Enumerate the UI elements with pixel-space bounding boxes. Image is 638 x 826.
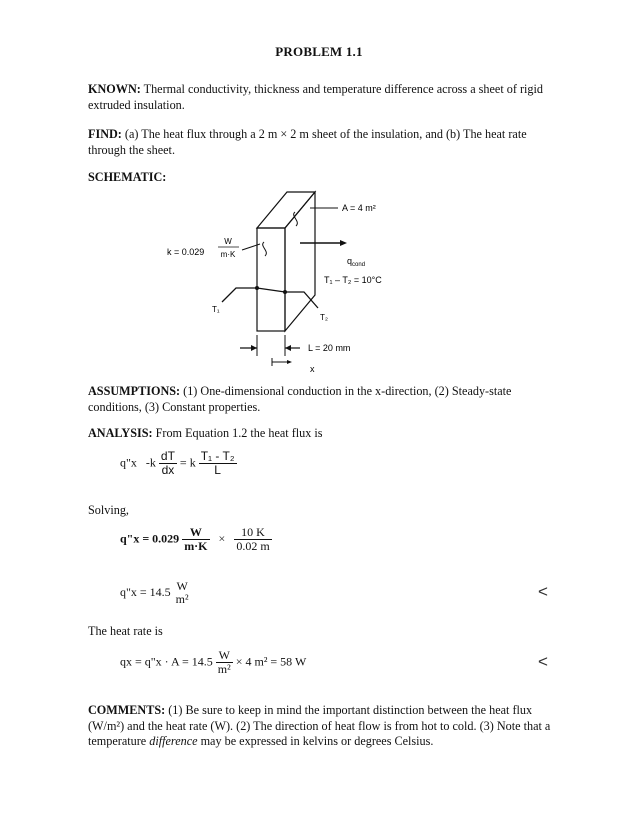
comments-emphasis: difference [149,734,198,748]
k-unit-den: m·K [220,250,236,259]
eq2-times: × [218,531,226,546]
find-section [88,127,558,158]
eq4-frac-den: m² [217,662,231,676]
t1-label: T₁ [212,305,220,314]
analysis-label: ANALYSIS: [88,426,153,440]
k-unit-num: W [224,237,232,246]
insulation-slab [257,192,315,331]
x-axis-label: x [310,364,315,374]
eq2-frac1-num: W [182,526,209,540]
comments-text-before: (1) Be sure to keep in mind the important distinction between the heat flux (W/m²) and the heat rate (W). (2) The direction of heat flow is from hot to cold. (3) Note that a temperature [88,703,551,748]
equation-heat-rate [120,649,306,676]
find-label: FIND: [88,127,122,141]
eq1-frac1-den: dx [161,463,175,477]
analysis-section [88,426,558,442]
temp-diff-label: T₁ – T₂ = 10°C [324,275,382,285]
known-section [88,82,558,113]
solving-text: Solving, [88,503,129,517]
assumptions-label: ASSUMPTIONS: [88,384,181,398]
eq1-frac2-den: L [214,463,221,477]
find-text: (a) The heat flux through a 2 m × 2 m sheet of the insulation, and (b) The heat rate through the sheet. [88,127,527,157]
eq2-lhs: q"x = 0.029 [120,531,180,546]
q-cond-label: $q_{cond}$ [347,256,366,268]
heat-rate-intro: The heat rate is [88,624,163,638]
answer-marker-flux: < [538,582,548,601]
eq1-frac1-num: dT [160,449,175,463]
insulation-schematic [160,180,420,380]
eq4-lhs: qx = q"x · A = 14.5 [120,654,213,669]
thickness-label: L = 20 mm [308,343,351,353]
known-label: KNOWN: [88,82,141,96]
assumptions-section [88,384,558,415]
eq3-unit-num: W [176,579,188,593]
eq3-lhs: q"x = 14.5 [120,584,171,599]
eq4-rest: × 4 m² = 58 W [235,654,307,669]
page-title: PROBLEM 1.1 [275,44,363,59]
eq2-frac2-num: 10 K [234,526,271,540]
eq3-unit-den: m² [175,592,189,606]
eq1-frac2-num: T₁ - T₂ [200,449,235,463]
analysis-text: From Equation 1.2 the heat flux is [155,426,323,440]
assumptions-text: (1) One-dimensional conduction in the x-direction, (2) Steady-state conditions, (3) Constant properties. [88,384,512,414]
equation-heat-flux-substitution [120,526,272,553]
schematic-label: SCHEMATIC: [88,170,167,184]
area-label: A = 4 m² [342,203,376,213]
t2-label: T₂ [320,313,328,322]
comments-text-after: may be expressed in kelvins or degrees Celsius. [197,734,434,748]
equation-heat-flux-result [120,580,191,606]
eq4-frac-num: W [216,649,233,663]
comments-label: COMMENTS: [88,703,166,717]
eq1-equals-k: = k [179,455,196,470]
known-text: Thermal conductivity, thickness and temperature difference across a sheet of rigid extruded insulation. [88,82,543,112]
equation-heat-flux-definition [120,450,237,477]
k-label-prefix: k = 0.029 [167,247,205,257]
comments-section [88,703,558,750]
eq2-frac1-den: m·K [184,539,208,553]
eq1-lhs: q"x [120,455,137,470]
eq1-minus-k: -k [145,455,156,470]
eq2-frac2-den: 0.02 m [236,539,270,553]
answer-marker-rate: < [538,652,548,671]
